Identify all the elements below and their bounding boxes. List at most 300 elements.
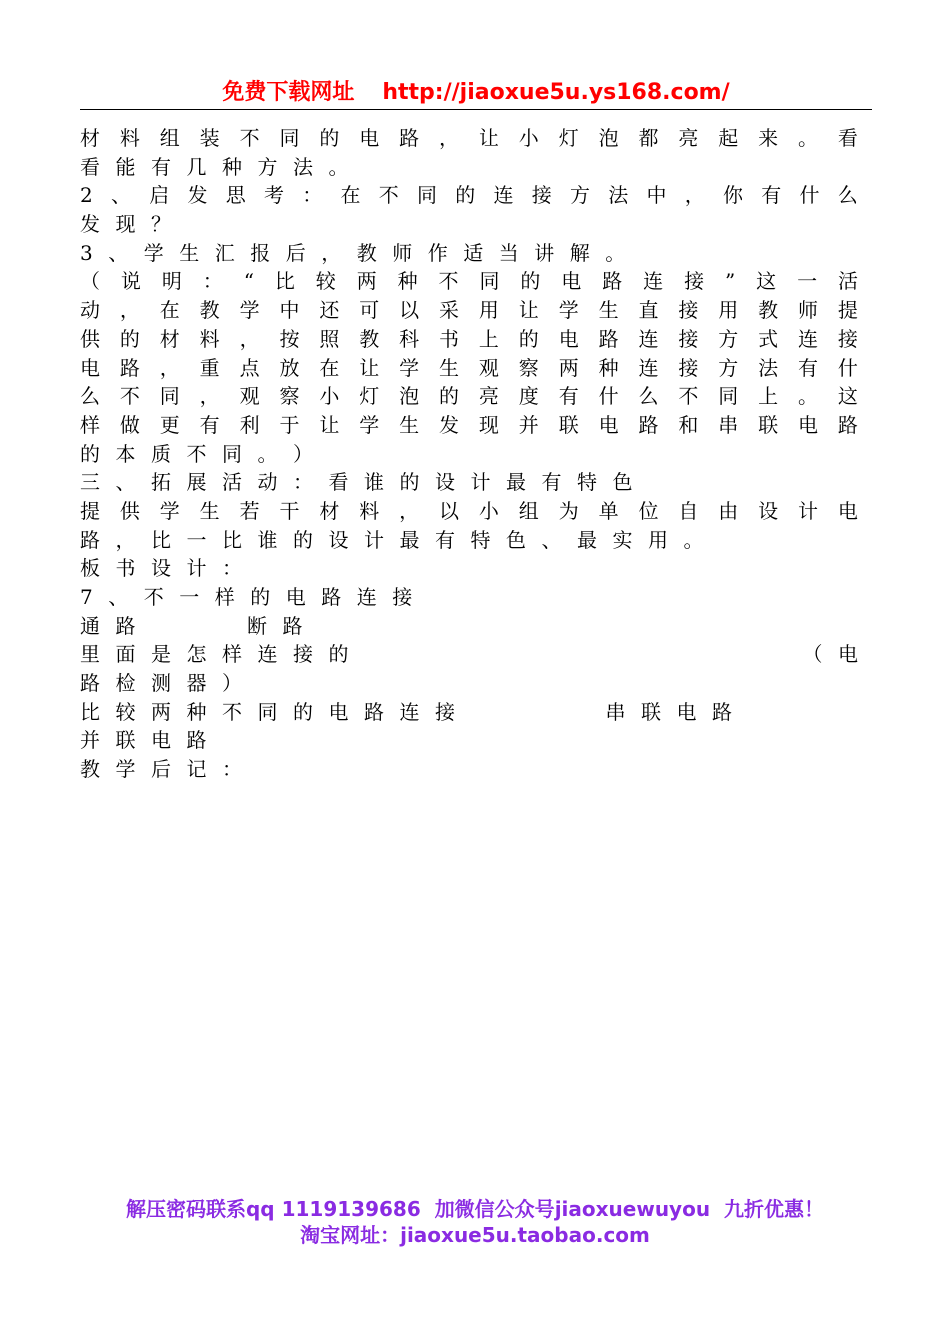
text-char: 设 bbox=[435, 470, 455, 495]
text-char: 考 bbox=[263, 183, 284, 208]
text-char: ？ bbox=[151, 212, 171, 237]
text-char: 若 bbox=[239, 498, 260, 523]
text-char: 看 bbox=[328, 470, 349, 495]
text-char: 串 bbox=[605, 699, 626, 724]
text-char: 供 bbox=[80, 326, 100, 351]
text-char: 用 bbox=[648, 527, 668, 552]
text-char: 联 bbox=[115, 728, 136, 753]
text-char: 电 bbox=[798, 412, 819, 437]
text-char: 教 bbox=[359, 326, 380, 351]
text-char: 起 bbox=[718, 126, 739, 150]
text-char: 路 bbox=[837, 412, 858, 437]
board-row-4 bbox=[80, 698, 858, 727]
text-char: 路 bbox=[186, 728, 207, 753]
text-char: 么 bbox=[638, 384, 659, 409]
text-char: 上 bbox=[758, 384, 779, 409]
text-char: 书 bbox=[115, 556, 136, 581]
text-char: 的 bbox=[80, 441, 100, 466]
text-char: 里 bbox=[80, 642, 100, 667]
footer-line-1 bbox=[70, 1196, 880, 1222]
text-char: 有 bbox=[798, 355, 819, 380]
text-char: 式 bbox=[758, 326, 779, 351]
text-char: 的 bbox=[455, 183, 476, 208]
text-char: 观 bbox=[239, 384, 260, 409]
text-char: 亮 bbox=[678, 126, 699, 150]
text-char: 动 bbox=[80, 298, 100, 323]
text-char: 汇 bbox=[214, 240, 235, 265]
footer-wechat-id: jiaoxuewuyou bbox=[554, 1197, 711, 1221]
text-char: 同 bbox=[222, 441, 242, 466]
text-char: 科 bbox=[399, 326, 420, 351]
text-char: 不 bbox=[678, 384, 699, 409]
text-char: 最 bbox=[577, 527, 597, 552]
text-char: 有 bbox=[761, 183, 782, 208]
text-char: 说 bbox=[120, 269, 141, 294]
footer-discount: 九折优惠！ bbox=[724, 1197, 825, 1221]
text-char: 做 bbox=[119, 412, 140, 437]
text-line bbox=[80, 497, 858, 526]
text-char: 位 bbox=[638, 498, 659, 523]
text-char: 同 bbox=[159, 384, 180, 409]
text-char: 方 bbox=[718, 326, 739, 351]
text-char: 设 bbox=[758, 498, 779, 523]
text-char: 泡 bbox=[399, 384, 420, 409]
text-char: 种 bbox=[222, 154, 242, 179]
text-char: 电 bbox=[151, 728, 171, 753]
text-char: 检 bbox=[115, 671, 136, 696]
text-char: 一 bbox=[186, 527, 207, 552]
text-char: 提 bbox=[837, 298, 858, 323]
text-char: 一 bbox=[179, 585, 200, 609]
board-row-6 bbox=[80, 755, 858, 784]
text-char: 。 bbox=[257, 441, 278, 466]
text-char: 可 bbox=[359, 298, 380, 323]
text-char: 怎 bbox=[186, 642, 207, 667]
text-line bbox=[80, 325, 858, 354]
text-char: 察 bbox=[279, 384, 300, 409]
text-char: 让 bbox=[319, 412, 340, 437]
text-char: 现 bbox=[115, 212, 136, 237]
text-char: ， bbox=[119, 298, 140, 323]
text-char: 一 bbox=[797, 269, 818, 294]
text-char: 直 bbox=[638, 298, 659, 323]
text-char: 电 bbox=[561, 269, 582, 294]
text-line bbox=[80, 468, 858, 497]
text-char: 实 bbox=[612, 527, 633, 552]
text-char: 路 bbox=[321, 585, 342, 609]
text-char: 师 bbox=[392, 240, 413, 265]
text-char: ： bbox=[222, 556, 242, 581]
text-char: 书 bbox=[439, 326, 460, 351]
text-char: 活 bbox=[837, 269, 858, 294]
text-char: 干 bbox=[279, 498, 300, 523]
text-char: 接 bbox=[684, 269, 705, 294]
text-char: 设 bbox=[151, 556, 171, 581]
text-char: 接 bbox=[293, 642, 313, 667]
text-char: 特 bbox=[470, 527, 491, 552]
header-url-link[interactable]: http://jiaoxue5u.ys168.com/ bbox=[382, 80, 730, 105]
text-char: 联 bbox=[558, 412, 579, 437]
board-item bbox=[80, 640, 364, 669]
text-line bbox=[80, 267, 858, 296]
text-char: 看 bbox=[837, 126, 858, 150]
text-char: 由 bbox=[718, 498, 739, 523]
text-char: 的 bbox=[328, 642, 349, 667]
text-char: 断 bbox=[247, 613, 267, 638]
text-char: 亮 bbox=[478, 384, 499, 409]
text-char: 的 bbox=[319, 126, 340, 150]
text-char: 的 bbox=[119, 326, 140, 351]
text-char: 照 bbox=[319, 326, 340, 351]
text-char: 师 bbox=[798, 298, 819, 323]
text-char: 、 bbox=[115, 470, 136, 495]
text-char: 采 bbox=[439, 298, 460, 323]
text-char: 比 bbox=[80, 699, 100, 724]
board-item bbox=[803, 640, 859, 669]
text-char: 。 bbox=[605, 240, 626, 265]
text-line bbox=[80, 411, 858, 440]
text-char: 有 bbox=[435, 527, 455, 552]
text-char: 上 bbox=[478, 326, 499, 351]
text-char: 展 bbox=[186, 470, 207, 495]
text-char: 活 bbox=[222, 470, 242, 495]
text-char: 样 bbox=[214, 585, 235, 609]
text-char: 连 bbox=[399, 699, 420, 724]
text-char: 学 bbox=[115, 757, 136, 782]
text-char: 思 bbox=[225, 183, 246, 208]
text-char: 两 bbox=[356, 269, 377, 294]
text-char: 电 bbox=[285, 585, 306, 609]
text-char: ， bbox=[159, 355, 180, 380]
text-char: （ bbox=[80, 269, 100, 294]
text-char: 小 bbox=[518, 126, 539, 150]
text-char: 能 bbox=[115, 154, 136, 179]
text-char: 看 bbox=[80, 154, 100, 179]
text-char: 种 bbox=[186, 699, 207, 724]
text-char: 用 bbox=[478, 298, 499, 323]
text-char: 灯 bbox=[558, 126, 579, 150]
text-char: 的 bbox=[439, 384, 460, 409]
text-char: 电 bbox=[80, 355, 100, 380]
board-row-2 bbox=[80, 640, 858, 669]
text-char: 最 bbox=[399, 527, 420, 552]
text-char: ， bbox=[439, 126, 460, 150]
text-char: 启 bbox=[149, 183, 170, 208]
footer-line-2 bbox=[70, 1222, 880, 1248]
text-char: 不 bbox=[143, 585, 164, 609]
text-char: 路 bbox=[364, 699, 384, 724]
text-char: 种 bbox=[397, 269, 418, 294]
text-char: 同 bbox=[257, 699, 278, 724]
text-char: 、 bbox=[108, 585, 129, 609]
text-char: 在 bbox=[159, 298, 180, 323]
text-char: ： bbox=[222, 757, 242, 782]
text-char: 面 bbox=[115, 642, 136, 667]
text-char: 放 bbox=[279, 355, 300, 380]
text-char: 有 bbox=[199, 412, 220, 437]
text-lines bbox=[80, 124, 858, 612]
text-char: 还 bbox=[319, 298, 340, 323]
text-line bbox=[80, 153, 858, 182]
text-char: 质 bbox=[151, 441, 171, 466]
text-char: 接 bbox=[678, 355, 699, 380]
text-line bbox=[80, 354, 858, 383]
text-char: 路 bbox=[119, 355, 140, 380]
text-char: 路 bbox=[598, 326, 619, 351]
text-char: 让 bbox=[478, 126, 499, 150]
text-char: 计 bbox=[470, 470, 491, 495]
text-char: 7 bbox=[80, 585, 93, 609]
text-char: ， bbox=[321, 240, 342, 265]
text-char: 供 bbox=[119, 498, 140, 523]
text-char: 灯 bbox=[359, 384, 380, 409]
text-char: 你 bbox=[722, 183, 743, 208]
text-char: 连 bbox=[638, 326, 659, 351]
text-char: 接 bbox=[678, 326, 699, 351]
text-char: 利 bbox=[239, 412, 260, 437]
text-char: 器 bbox=[186, 671, 207, 696]
text-char: 生 bbox=[399, 412, 420, 437]
text-char: 有 bbox=[541, 470, 562, 495]
text-char: 。 bbox=[798, 384, 819, 409]
text-char: 设 bbox=[328, 527, 349, 552]
text-char: 当 bbox=[498, 240, 519, 265]
text-char: 发 bbox=[439, 412, 460, 437]
board-item bbox=[247, 612, 303, 641]
text-char: 后 bbox=[285, 240, 306, 265]
text-char: 样 bbox=[80, 412, 100, 437]
text-char: 都 bbox=[638, 126, 659, 150]
text-char: 方 bbox=[257, 154, 278, 179]
text-char: 较 bbox=[115, 699, 136, 724]
text-char: 什 bbox=[799, 183, 820, 208]
text-char: ， bbox=[115, 527, 136, 552]
text-char: 材 bbox=[80, 126, 100, 150]
text-char: ， bbox=[199, 384, 220, 409]
text-char: 三 bbox=[80, 470, 100, 495]
text-char: 教 bbox=[80, 757, 100, 782]
board-row-5 bbox=[80, 726, 858, 755]
text-char: 本 bbox=[115, 441, 136, 466]
text-char: 通 bbox=[80, 613, 100, 638]
text-char: 动 bbox=[257, 470, 278, 495]
text-char: ， bbox=[684, 183, 705, 208]
text-char: 、 bbox=[110, 183, 131, 208]
text-char: 连 bbox=[257, 642, 278, 667]
text-char: 较 bbox=[315, 269, 336, 294]
text-char: 生 bbox=[179, 240, 200, 265]
text-char: 接 bbox=[392, 585, 413, 609]
text-char: 不 bbox=[378, 183, 399, 208]
text-char: 来 bbox=[758, 126, 779, 150]
text-char: 作 bbox=[427, 240, 448, 265]
text-char: 什 bbox=[598, 384, 619, 409]
text-char: ， bbox=[399, 498, 420, 523]
board-row-1 bbox=[80, 612, 858, 641]
text-char: 讲 bbox=[534, 240, 555, 265]
text-char: 在 bbox=[319, 355, 340, 380]
text-char: 电 bbox=[837, 498, 858, 523]
board-item bbox=[80, 669, 242, 698]
text-char: 连 bbox=[356, 585, 377, 609]
text-char: “ bbox=[243, 269, 254, 294]
text-line bbox=[80, 181, 858, 210]
text-char: 这 bbox=[837, 384, 858, 409]
text-char: 重 bbox=[199, 355, 220, 380]
text-char: 点 bbox=[239, 355, 260, 380]
text-char: 学 bbox=[359, 412, 380, 437]
text-char: 路 bbox=[80, 527, 100, 552]
text-line bbox=[80, 210, 858, 239]
text-char: 和 bbox=[678, 412, 699, 437]
text-char: 最 bbox=[506, 470, 526, 495]
text-char: 并 bbox=[80, 728, 100, 753]
text-char: 谁 bbox=[364, 470, 384, 495]
text-char: 板 bbox=[80, 556, 100, 581]
text-line bbox=[80, 554, 858, 583]
text-char: 察 bbox=[518, 355, 539, 380]
text-line bbox=[80, 583, 858, 612]
text-char: 报 bbox=[250, 240, 271, 265]
text-char: 的 bbox=[293, 699, 313, 724]
text-char: 的 bbox=[250, 585, 271, 609]
text-char: 为 bbox=[558, 498, 579, 523]
text-char: 观 bbox=[478, 355, 499, 380]
text-char: 连 bbox=[643, 269, 664, 294]
text-char: 几 bbox=[186, 154, 207, 179]
text-char: 路 bbox=[282, 613, 303, 638]
text-char: 的 bbox=[518, 326, 539, 351]
footer-taobao-link[interactable]: jiaoxue5u.taobao.com bbox=[400, 1223, 650, 1247]
text-char: 让 bbox=[359, 355, 380, 380]
text-char: 生 bbox=[199, 498, 220, 523]
text-char: 单 bbox=[598, 498, 619, 523]
text-char: ： bbox=[293, 470, 313, 495]
text-char: 连 bbox=[638, 355, 659, 380]
text-char: 。 bbox=[683, 527, 704, 552]
text-char: 在 bbox=[340, 183, 361, 208]
text-char: 路 bbox=[602, 269, 623, 294]
text-char: 比 bbox=[222, 527, 242, 552]
text-char: 接 bbox=[435, 699, 455, 724]
text-char: 教 bbox=[199, 298, 220, 323]
download-header bbox=[80, 78, 872, 108]
text-char: 料 bbox=[119, 126, 140, 150]
text-char: 计 bbox=[186, 556, 207, 581]
text-char: 材 bbox=[319, 498, 340, 523]
text-char: 么 bbox=[80, 384, 100, 409]
text-char: 生 bbox=[598, 298, 619, 323]
text-char: 组 bbox=[518, 498, 539, 523]
text-line bbox=[80, 382, 858, 411]
text-char: 学 bbox=[399, 355, 420, 380]
text-char: （ bbox=[802, 642, 823, 667]
text-char: 连 bbox=[493, 183, 514, 208]
text-char: 是 bbox=[151, 642, 171, 667]
text-char: 同 bbox=[416, 183, 437, 208]
text-char: 两 bbox=[151, 699, 171, 724]
text-char: ， bbox=[239, 326, 260, 351]
text-char: 中 bbox=[279, 298, 300, 323]
text-char: 的 bbox=[520, 269, 541, 294]
text-char: 联 bbox=[758, 412, 779, 437]
text-char: 接 bbox=[678, 298, 699, 323]
text-char: 后 bbox=[151, 757, 171, 782]
text-char: 电 bbox=[359, 126, 380, 150]
text-char: 学 bbox=[239, 298, 260, 323]
text-char: 适 bbox=[463, 240, 484, 265]
text-char: 电 bbox=[598, 412, 619, 437]
text-char: 材 bbox=[159, 326, 180, 351]
text-char: 2 bbox=[80, 183, 93, 208]
text-char: 测 bbox=[151, 671, 171, 696]
text-line bbox=[80, 440, 858, 469]
text-char: 学 bbox=[143, 240, 164, 265]
text-char: 串 bbox=[718, 412, 739, 437]
board-item bbox=[80, 612, 151, 641]
text-char: 中 bbox=[646, 183, 667, 208]
text-char: 于 bbox=[279, 412, 300, 437]
text-char: 现 bbox=[478, 412, 499, 437]
footer-password-label: 解压密码联系 bbox=[125, 1197, 246, 1221]
board-item bbox=[80, 698, 471, 727]
text-char: 特 bbox=[577, 470, 597, 495]
text-char: 组 bbox=[159, 126, 180, 150]
text-char: 计 bbox=[364, 527, 384, 552]
text-char: 按 bbox=[279, 326, 300, 351]
text-char: 不 bbox=[222, 699, 242, 724]
text-char: 电 bbox=[838, 642, 858, 667]
text-char: 样 bbox=[222, 642, 242, 667]
text-char: 让 bbox=[518, 298, 539, 323]
text-char: 色 bbox=[506, 527, 526, 552]
board-item bbox=[80, 726, 207, 755]
text-char: 记 bbox=[186, 757, 207, 782]
text-char: 联 bbox=[641, 699, 661, 724]
text-char: 方 bbox=[718, 355, 739, 380]
text-char: 更 bbox=[159, 412, 180, 437]
text-char: 比 bbox=[151, 527, 171, 552]
text-char: 种 bbox=[598, 355, 619, 380]
text-char: 谁 bbox=[257, 527, 278, 552]
contact-footer bbox=[70, 1196, 880, 1248]
text-char: 路 bbox=[399, 126, 420, 150]
text-char: 路 bbox=[115, 613, 136, 638]
text-line bbox=[80, 239, 858, 268]
text-char: 色 bbox=[612, 470, 633, 495]
text-char: ” bbox=[724, 269, 736, 294]
text-char: 小 bbox=[478, 498, 499, 523]
text-char: 发 bbox=[187, 183, 208, 208]
text-char: 什 bbox=[837, 355, 858, 380]
text-char: ： bbox=[202, 269, 223, 294]
text-char: 小 bbox=[319, 384, 340, 409]
text-char: 同 bbox=[479, 269, 500, 294]
board-item bbox=[606, 698, 733, 727]
text-char: 料 bbox=[359, 498, 380, 523]
text-char: 、 bbox=[541, 527, 562, 552]
text-char: 法 bbox=[758, 355, 779, 380]
text-char: 电 bbox=[328, 699, 349, 724]
text-char: 并 bbox=[518, 412, 539, 437]
text-char: 料 bbox=[199, 326, 220, 351]
text-char: 。 bbox=[328, 154, 349, 179]
text-char: 以 bbox=[439, 498, 460, 523]
text-char: 泡 bbox=[598, 126, 619, 150]
text-char: 电 bbox=[676, 699, 697, 724]
document-body bbox=[80, 124, 858, 784]
footer-taobao-label: 淘宝网址： bbox=[300, 1223, 401, 1247]
